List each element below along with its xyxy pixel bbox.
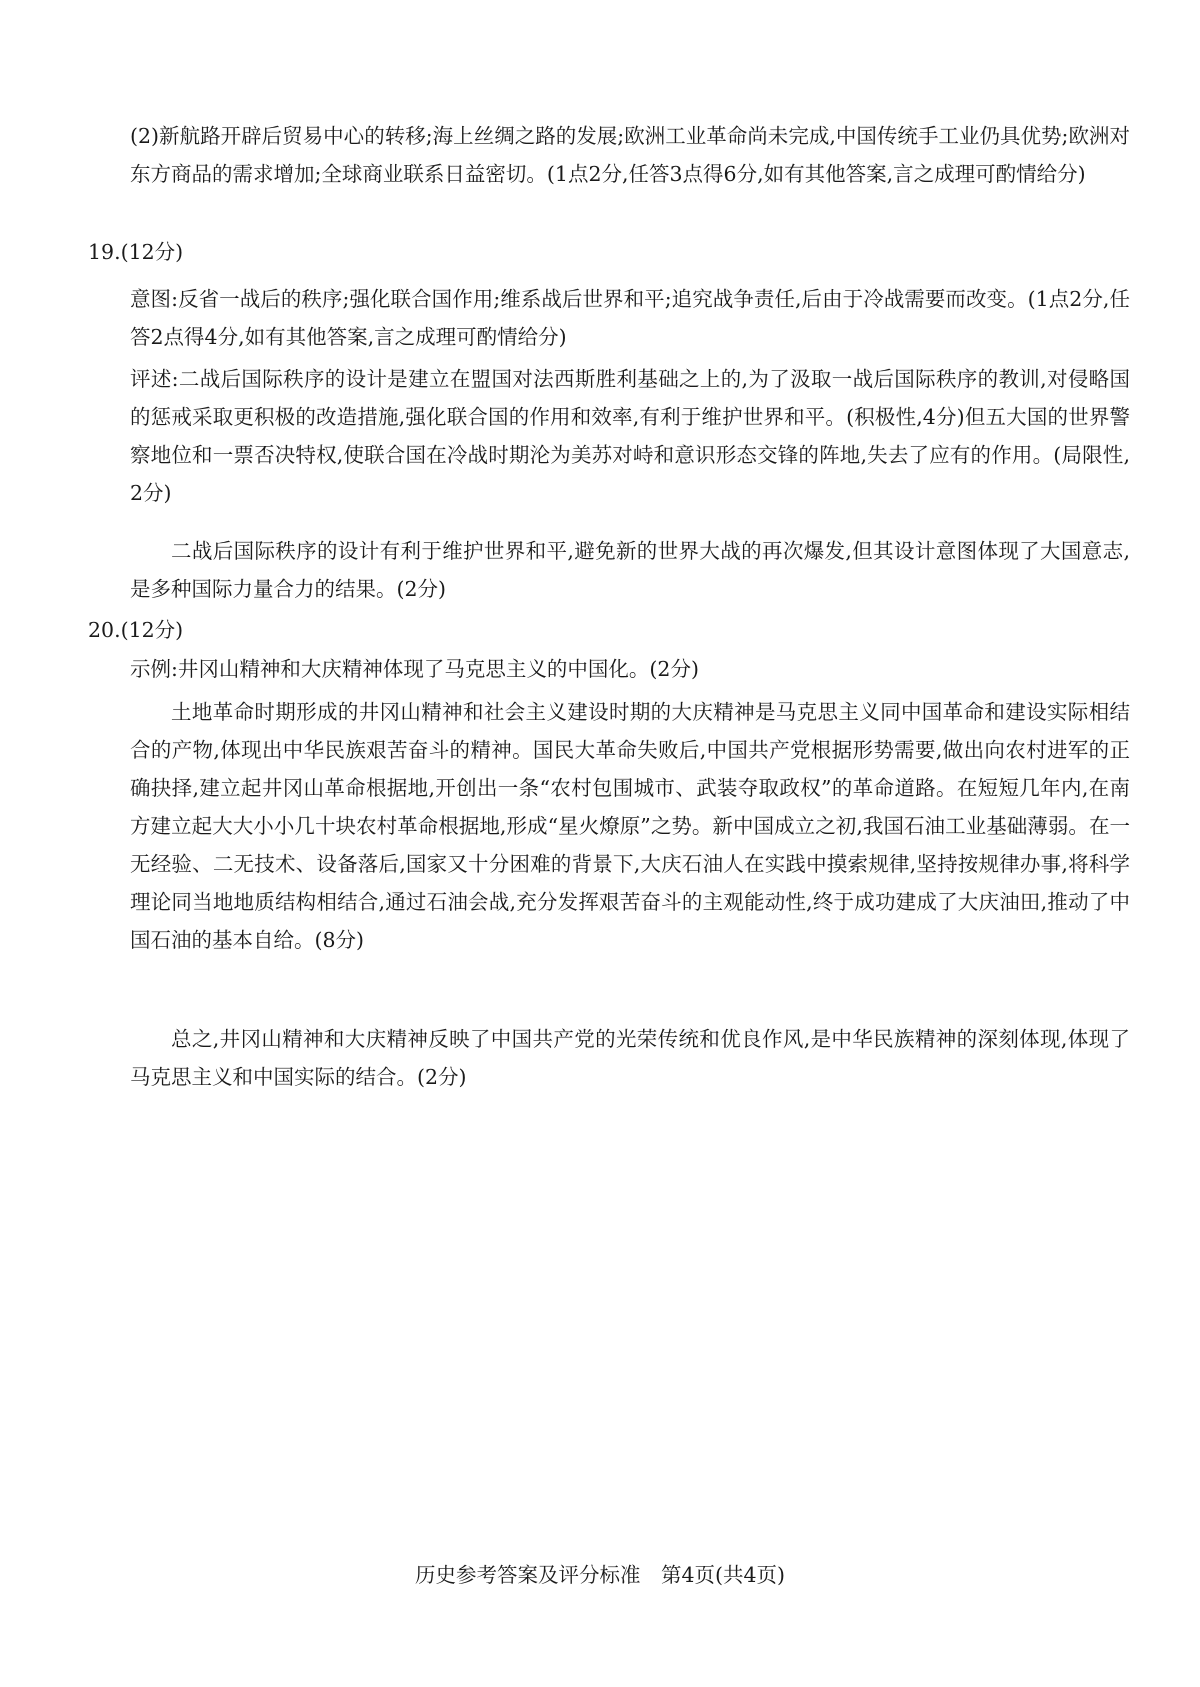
q20-header: 20.(12分) <box>88 618 184 642</box>
q18-part2-answer: (2)新航路开辟后贸易中心的转移;海上丝绸之路的发展;欧洲工业革命尚未完成,中国传统手工业仍具优势;欧洲对东方商品的需求增加;全球商业联系日益密切。(1点2分,任答3点得6分,如有其他答案,言之成理可酌情给分) <box>130 124 1130 186</box>
page-footer: 历史参考答案及评分标准 第4页(共4页) <box>414 1563 786 1587</box>
q19-conclusion: 二战后国际秩序的设计有利于维护世界和平,避免新的世界大战的再次爆发,但其设计意图体现了大国意志,是多种国际力量合力的结果。(2分) <box>130 539 1130 601</box>
q19-intent: 意图:反省一战后的秩序;强化联合国作用;维系战后世界和平;追究战争责任,后由于冷战需要而改变。(1点2分,任答2点得4分,如有其他答案,言之成理可酌情给分) <box>130 287 1130 349</box>
q19-review: 评述:二战后国际秩序的设计是建立在盟国对法西斯胜利基础之上的,为了汲取一战后国际秩序的教训,对侵略国的惩戒采取更积极的改造措施,强化联合国的作用和效率,有利于维护世界和平。(积极性,4分)但五大国的世界警察地位和一票否决特权,使联合国在冷战时期沦为美苏对峙和意识形态交锋的阵地,失去了应有的作用。(局限性,2分) <box>130 367 1130 505</box>
q20-body: 土地革命时期形成的井冈山精神和社会主义建设时期的大庆精神是马克思主义同中国革命和建设实际相结合的产物,体现出中华民族艰苦奋斗的精神。国民大革命失败后,中国共产党根据形势需要,做出向农村进军的正确抉择,建立起井冈山革命根据地,开创出一条“农村包围城市、武装夺取政权”的革命道路。在短短几年内,在南方建立起大大小小几十块农村革命根据地,形成“星火燎原”之势。新中国成立之初,我国石油工业基础薄弱。在一无经验、二无技术、设备落后,国家又十分困难的背景下,大庆石油人在实践中摸索规律,坚持按规律办事,将科学理论同当地地质结构相结合,通过石油会战,充分发挥艰苦奋斗的主观能动性,终于成功建成了大庆油田,推动了中国石油的基本自给。(8分) <box>130 700 1130 952</box>
q20-example: 示例:井冈山精神和大庆精神体现了马克思主义的中国化。(2分) <box>130 657 699 681</box>
q20-summary: 总之,井冈山精神和大庆精神反映了中国共产党的光荣传统和优良作风,是中华民族精神的深刻体现,体现了马克思主义和中国实际的结合。(2分) <box>130 1027 1130 1089</box>
q19-header: 19.(12分) <box>88 240 184 264</box>
